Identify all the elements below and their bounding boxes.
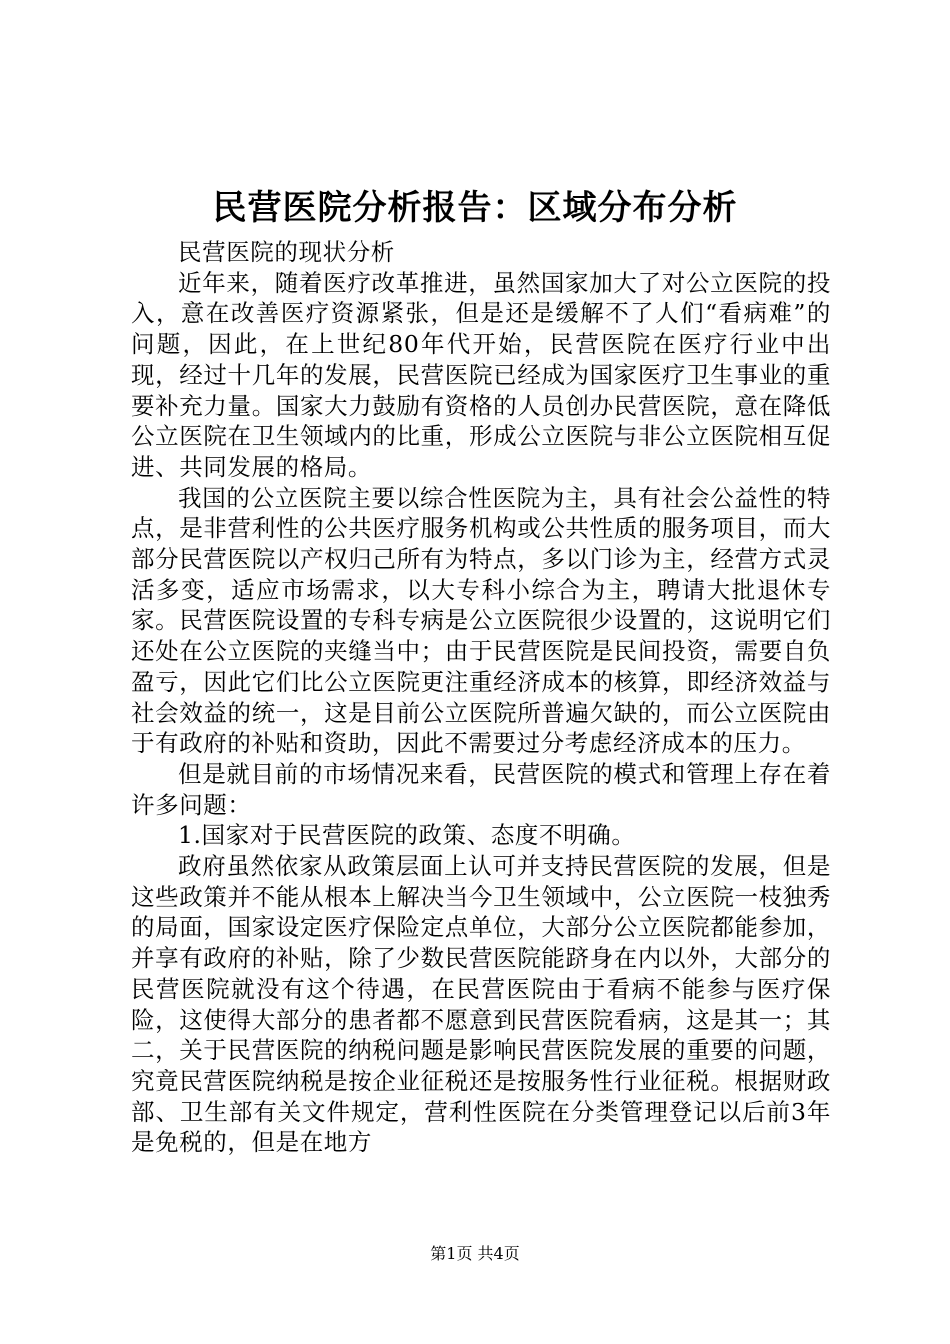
paragraph-subheading: 民营医院的现状分析 [178,238,395,266]
paragraph: 近年来，随着医疗改革推进，虽然国家加大了对公立医院的投入，意在改善医疗资源紧张，但是还是缓解不了人们“看病难”的问题，因此，在上世纪80年代开始，民营医院在医疗行业中出现，经过十几年的发展，民营医院已经成为国家医疗卫生事业的重要补充力量。国家大力鼓励有资格的人员创办民营医院，意在降低公立医院在卫生领域内的比重，形成公立医院与非公立医院相互促进、共同发展的格局。 [131,268,831,481]
page-footer: 第1页 共4页 [430,1244,520,1263]
document-body [131,237,831,1158]
list-item: 1.国家对于民营医院的政策、态度不明确。 [178,821,636,850]
paragraph: 但是就目前的市场情况来看，民营医院的模式和管理上存在着许多问题： [131,759,831,819]
paragraph: 我国的公立医院主要以综合性医院为主，具有社会公益性的特点，是非营利性的公共医疗服务机构或公共性质的服务项目，而大部分民营医院以产权归己所有为特点，多以门诊为主，经营方式灵活多变，适应市场需求，以大专科小综合为主，聘请大批退休专家。民营医院设置的专科专病是公立医院很少设置的，这说明它们还处在公立医院的夹缝当中；由于民营医院是民间投资，需要自负盈亏，因此它们比公立医院更注重经济成本的核算，即经济效益与社会效益的统一，这是目前公立医院所普遍欠缺的，而公立医院由于有政府的补贴和资助，因此不需要过分考虑经济成本的压力。 [131,483,831,758]
document-title: 民营医院分析报告：区域分布分析 [212,188,738,228]
paragraph: 政府虽然依家从政策层面上认可并支持民营医院的发展，但是这些政策并不能从根本上解决当今卫生领域中，公立医院一枝独秀的局面，国家设定医疗保险定点单位，大部分公立医院都能参加，并享有政府的补贴，除了少数民营医院能跻身在内以外，大部分的民营医院就没有这个待遇，在民营医院由于看病不能参与医疗保险，这使得大部分的患者都不愿意到民营医院看病，这是其一；其二，关于民营医院的纳税问题是影响民营医院发展的重要的问题，究竟民营医院纳税是按企业征税还是按服务性行业征税。根据财政部、卫生部有关文件规定，营利性医院在分类管理登记以后前3年是免税的，但是在地方 [131,852,831,1157]
